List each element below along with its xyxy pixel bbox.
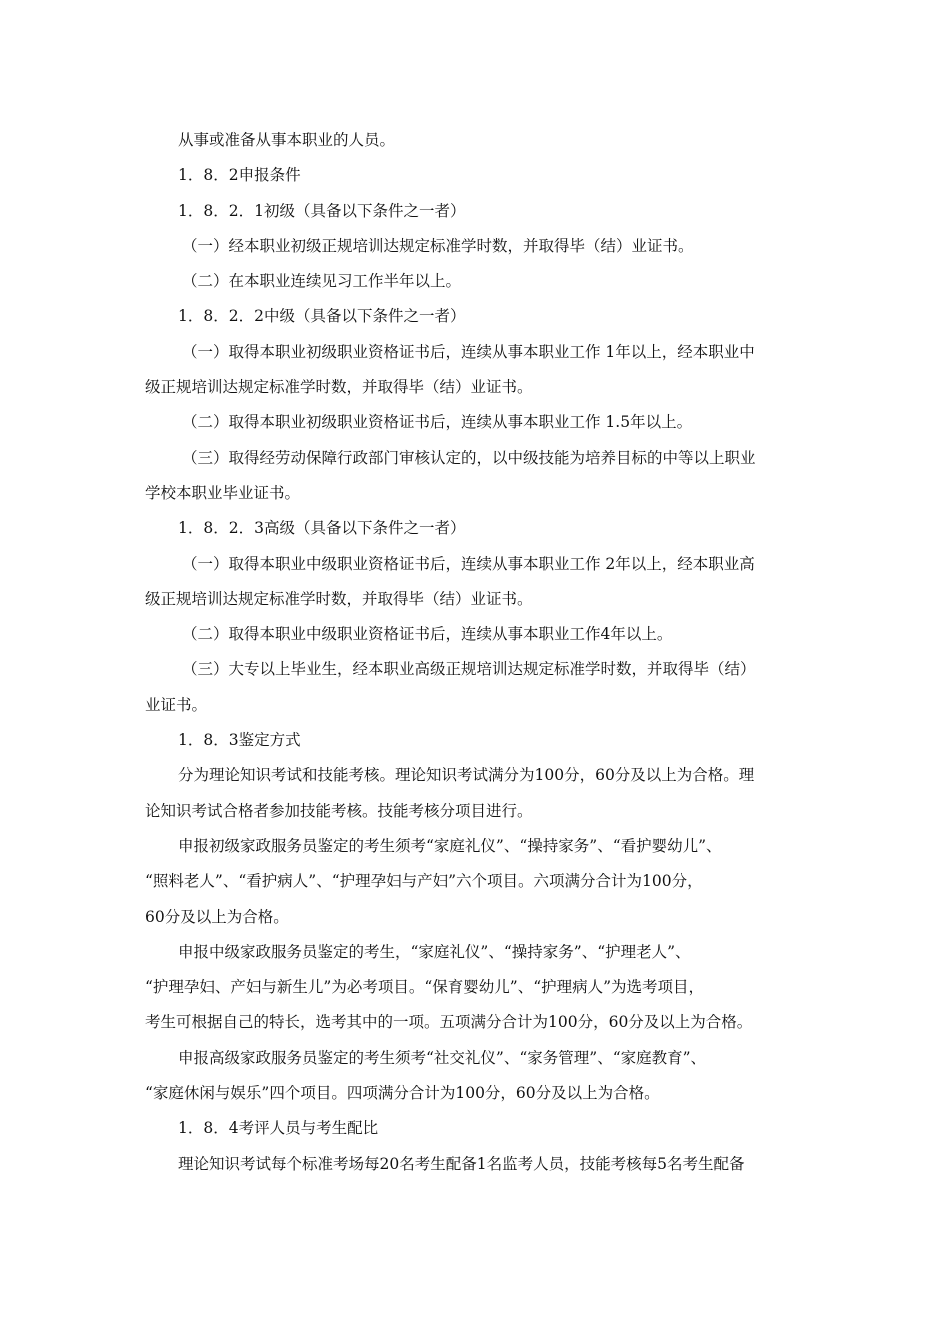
text-line: （三）大专以上毕业生，经本职业高级正规培训达规定标准学时数，并取得毕（结） (182, 660, 756, 679)
text-line: 1．8．3鉴定方式 (178, 731, 301, 750)
text-line: 1．8．2．3高级（具备以下条件之一者） (178, 519, 466, 538)
text-line: 论知识考试合格者参加技能考核。技能考核分项目进行。 (145, 801, 533, 820)
text-line: 申报初级家政服务员鉴定的考生须考“家庭礼仪”、“操持家务”、“看护婴幼儿”、 (178, 836, 722, 855)
text-line: “护理孕妇、产妇与新生儿”为必考项目。“保育婴幼儿”、“护理病人”为选考项目， (145, 978, 705, 997)
text-line: 业证书。 (145, 695, 208, 714)
text-line: 60分及以上为合格。 (145, 907, 289, 926)
text-line: 1．8．2申报条件 (178, 166, 301, 185)
text-line: 1．8．2．2中级（具备以下条件之一者） (178, 307, 466, 326)
text-line: 1．8．4考评人员与考生配比 (178, 1119, 379, 1138)
text-line: 考生可根据自己的特长，选考其中的一项。五项满分合计为100分，60分及以上为合格。 (145, 1013, 753, 1032)
document-page (145, 123, 825, 1182)
text-line: “照料老人”、“看护病人”、“护理孕妇与产妇”六个项目。六项满分合计为100分， (145, 872, 703, 891)
text-line: （一）取得本职业初级职业资格证书后，连续从事本职业工作 1年以上，经本职业中 (182, 342, 755, 361)
text-line: （三）取得经劳动保障行政部门审核认定的，以中级技能为培养目标的中等以上职业 (182, 448, 756, 467)
text-line: （二）取得本职业中级职业资格证书后，连续从事本职业工作4年以上。 (182, 625, 673, 644)
text-line: （一）经本职业初级正规培训达规定标准学时数，并取得毕（结）业证书。 (182, 236, 694, 255)
text-line: 申报中级家政服务员鉴定的考生，“家庭礼仪”、“操持家务”、“护理老人”、 (178, 942, 691, 961)
text-line: “家庭休闲与娱乐”四个项目。四项满分合计为100分，60分及以上为合格。 (145, 1084, 660, 1103)
text-line: 分为理论知识考试和技能考核。理论知识考试满分为100分，60分及以上为合格。理 (178, 766, 755, 785)
text-line: （二）取得本职业初级职业资格证书后，连续从事本职业工作 1.5年以上。 (182, 413, 693, 432)
text-line: 从事或准备从事本职业的人员。 (178, 131, 396, 149)
text-line: 学校本职业毕业证书。 (145, 483, 301, 502)
text-line: （一）取得本职业中级职业资格证书后，连续从事本职业工作 2年以上，经本职业高 (182, 554, 755, 573)
text-line: 申报高级家政服务员鉴定的考生须考“社交礼仪”、“家务管理”、“家庭教育”、 (178, 1048, 707, 1067)
text-line: 级正规培训达规定标准学时数，并取得毕（结）业证书。 (145, 589, 533, 608)
text-line: 理论知识考试每个标准考场每20名考生配备1名监考人员，技能考核每5名考生配备 (178, 1154, 745, 1173)
text-line: 级正规培训达规定标准学时数，并取得毕（结）业证书。 (145, 378, 533, 397)
text-line: 1．8．2．1初级（具备以下条件之一者） (178, 201, 466, 220)
text-line: （二）在本职业连续见习工作半年以上。 (182, 272, 462, 291)
